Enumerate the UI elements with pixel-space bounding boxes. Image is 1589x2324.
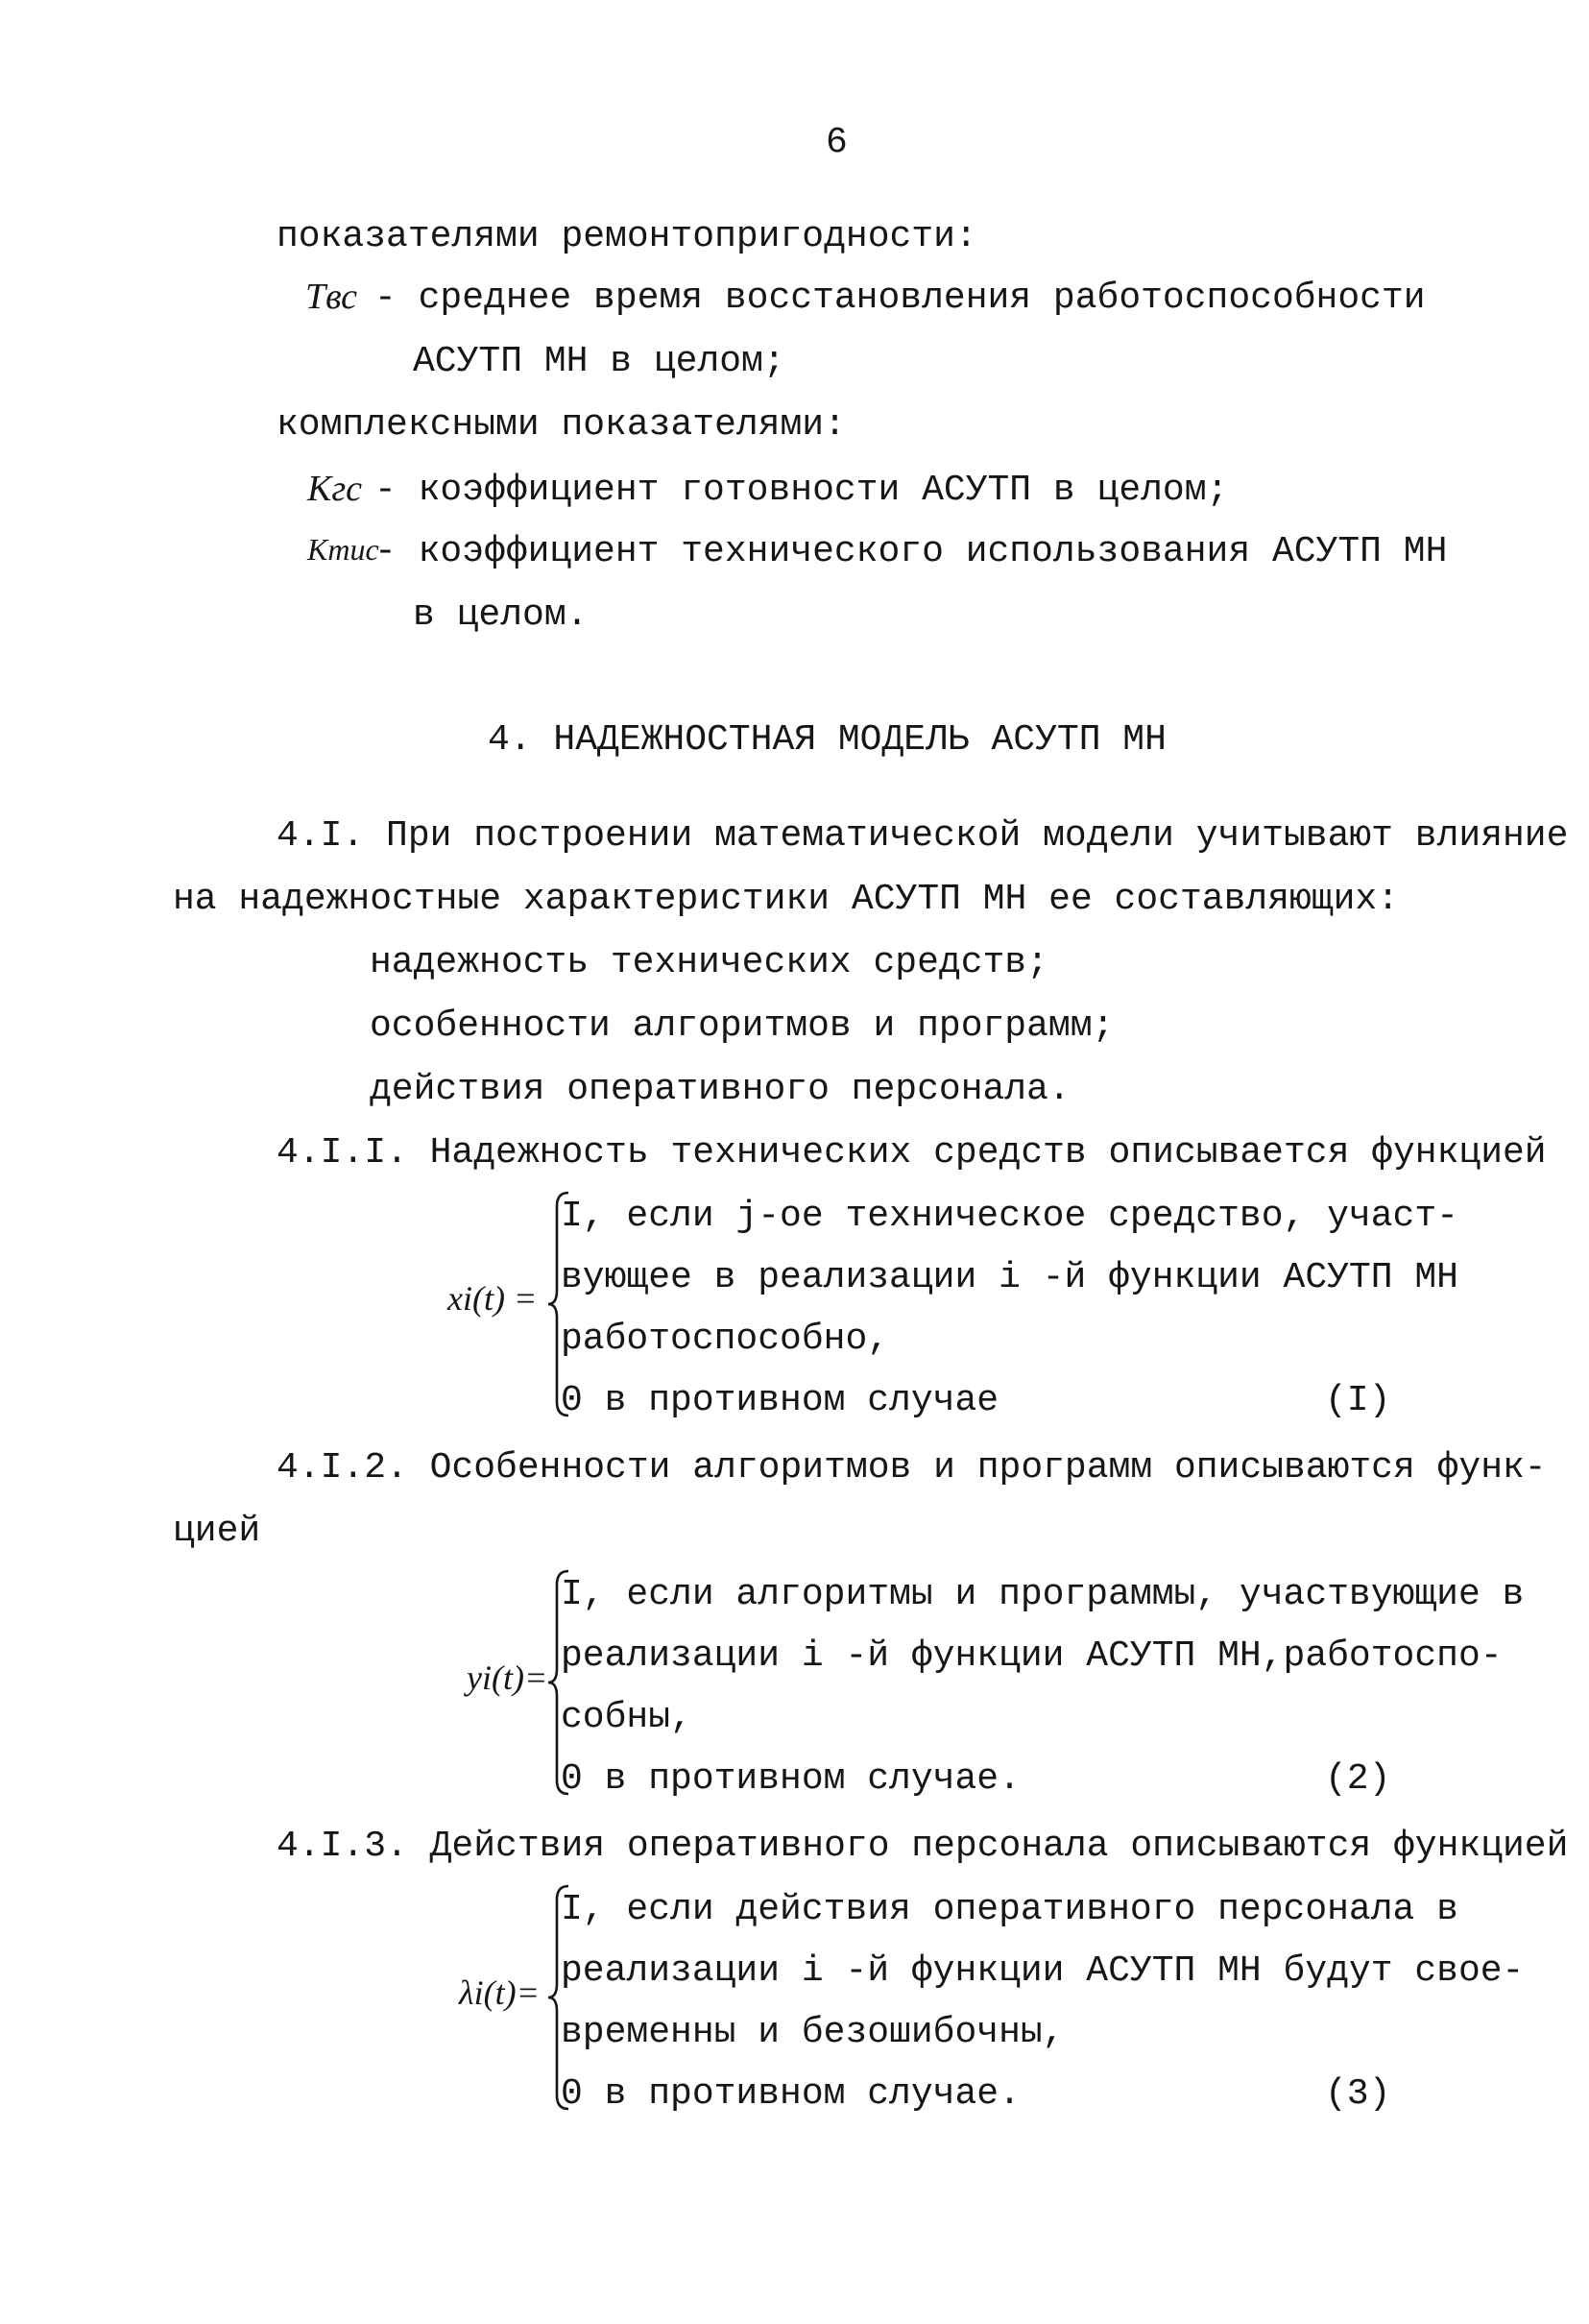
p413-case-line3: временны и безошибочны, — [561, 2012, 1065, 2053]
p41-item-3: действия оперативного персонала. — [370, 1069, 1071, 1110]
section-title: 4. НАДЕЖНОСТНАЯ МОДЕЛЬ АСУТП МН — [488, 719, 1167, 761]
p41-item-2: особенности алгоритмов и программ; — [370, 1005, 1115, 1047]
p411-case-line1: I, если j-ое техническое средство, участ- — [561, 1196, 1458, 1237]
p411-case-line4: 0 в противном случае — [561, 1380, 999, 1421]
p411-case-line2: вующее в реализации i -й функции АСУТП МН — [561, 1257, 1458, 1298]
p411-intro: 4.I.I. Надежность технических средств описывается функцией — [277, 1132, 1547, 1174]
kgs-symbol: Kгс — [307, 469, 363, 509]
p413-case-line4: 0 в противном случае. — [561, 2073, 1021, 2115]
p411-equation-number: (I) — [1325, 1380, 1391, 1421]
kgs-definition: - коэффициент готовности АСУТП в целом; — [374, 470, 1229, 511]
p412-case-line3: собны, — [561, 1697, 692, 1738]
p41-line1: 4.I. При построении математической модели учитывают влияние — [277, 815, 1569, 857]
ktis-symbol: Kтис — [307, 532, 379, 567]
p412-equation-number: (2) — [1325, 1758, 1391, 1800]
tvs-symbol: Tвс — [305, 277, 357, 317]
page-number: 6 — [826, 122, 848, 163]
p412-function-symbol: yi(t)= — [467, 1658, 548, 1697]
p411-case-line3: работоспособно, — [561, 1319, 890, 1360]
p412-case-line2: реализации i -й функции АСУТП МН,работоспо- — [561, 1635, 1503, 1677]
complex-heading: комплексными показателями: — [277, 404, 846, 446]
maintainability-heading: показателями ремонтопригодности: — [277, 216, 977, 257]
p413-case-line1: I, если действия оперативного персонала в — [561, 1889, 1458, 1930]
p413-case-line2: реализации i -й функции АСУТП МН будут свое- — [561, 1950, 1525, 1992]
p412-intro-line1: 4.I.2. Особенности алгоритмов и программ описываются функ- — [277, 1447, 1547, 1489]
p413-intro: 4.I.3. Действия оперативного персонала описываются функцией — [277, 1826, 1569, 1867]
p412-case-line4: 0 в противном случае. — [561, 1758, 1021, 1800]
p412-intro-line2: цией — [173, 1511, 261, 1552]
p411-function-symbol: xi(t) = — [447, 1279, 538, 1318]
ktis-definition-line2: в целом. — [413, 594, 589, 636]
ktis-definition-line1: - коэффициент технического использования АСУТП МН — [374, 531, 1448, 572]
tvs-definition-line1: - среднее время восстановления работоспособности — [374, 278, 1426, 319]
p412-case-line1: I, если алгоритмы и программы, участвующие в — [561, 1574, 1525, 1615]
p413-function-symbol: λi(t)= — [459, 1973, 540, 2012]
tvs-definition-line2: АСУТП МН в целом; — [413, 341, 785, 382]
p413-equation-number: (3) — [1325, 2073, 1391, 2115]
p41-item-1: надежность технических средств; — [370, 942, 1048, 983]
p41-line2: на надежностные характеристики АСУТП МН ее составляющих: — [173, 879, 1400, 920]
